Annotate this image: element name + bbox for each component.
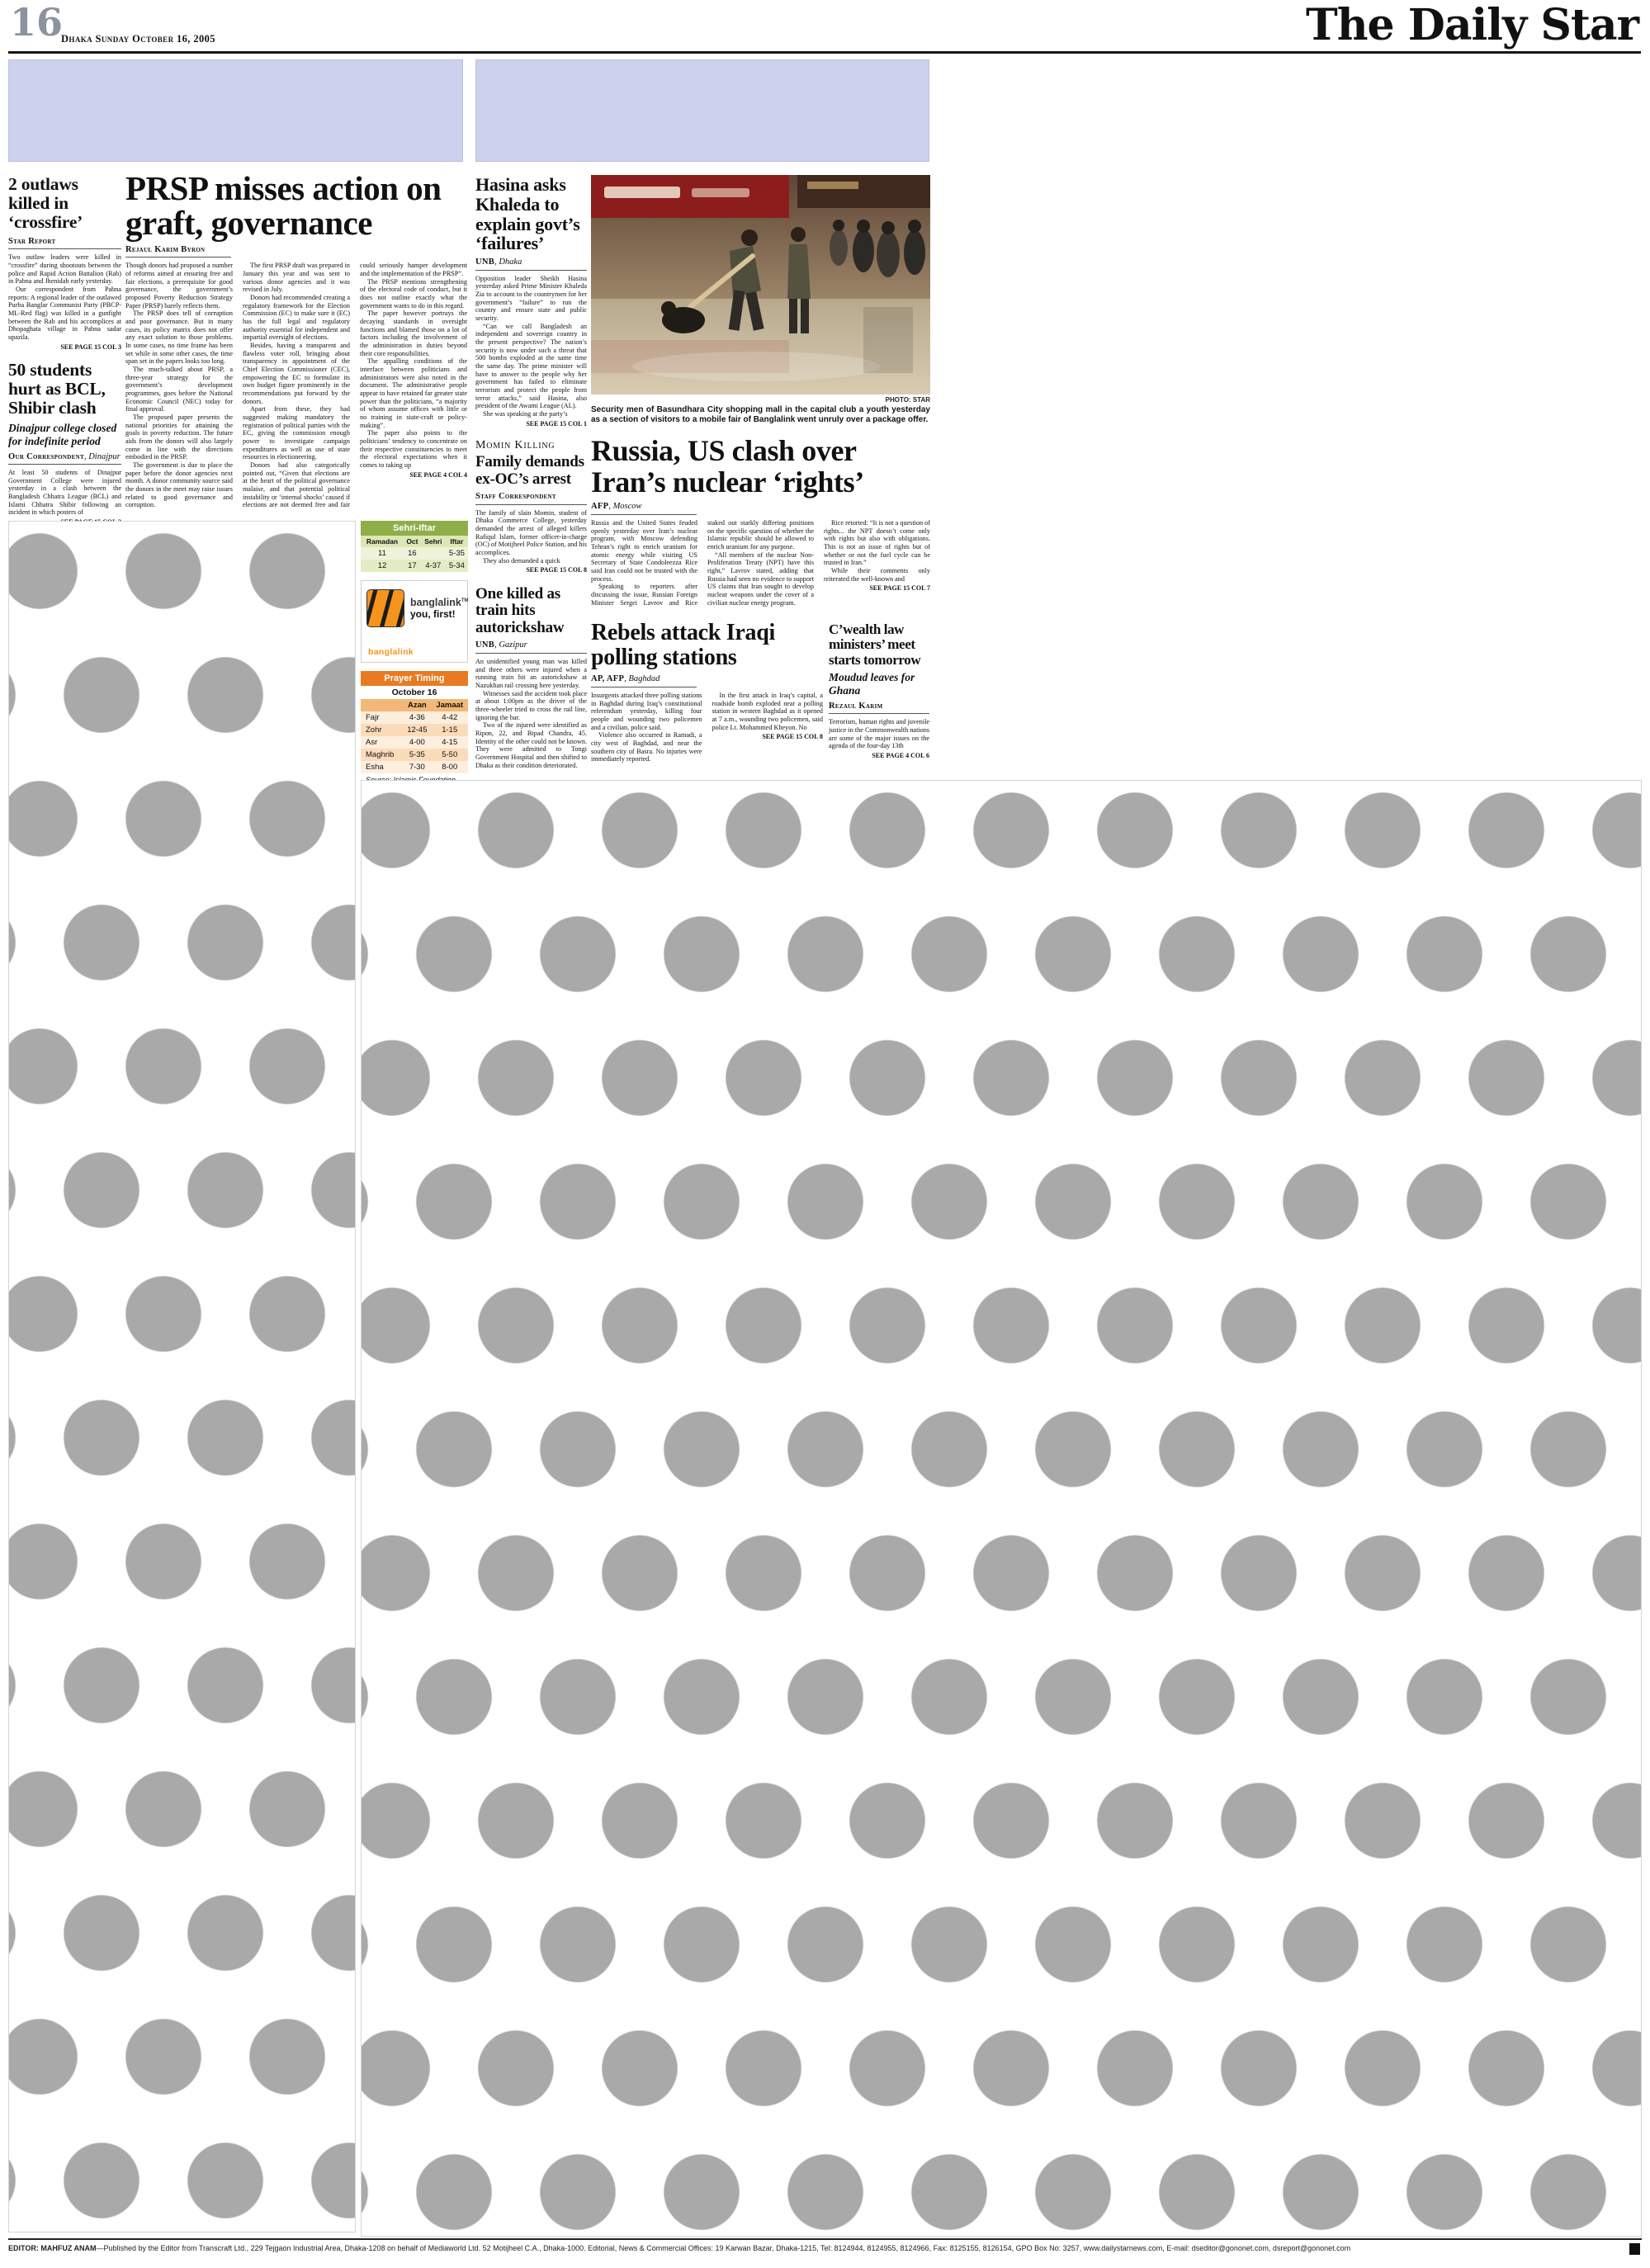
byline — [591, 502, 697, 515]
jump-line: SEE PAGE 15 COL 3 — [60, 343, 121, 351]
article-momin-killing — [475, 439, 587, 574]
article-body — [8, 253, 121, 351]
paragraph: The family of slain Momin, student of Dhaka Commerce College, yesterday demanded the arrest of alleged killers Rafiqul Islam, former officer-in-charge (OC) of Motijheel Police Station, and his accomplices. — [475, 508, 587, 557]
byline-location: , Moscow — [608, 502, 642, 512]
table-cell: 17 — [404, 560, 421, 572]
table-cell: 16 — [404, 547, 421, 560]
paragraph: Two of the injured were identified as Ripon, 22, and Bipad Chandra, 45. Identity of the other could not be known. They were admitted to Tongi Government Hospital and then shifted to Dhaka as their condition deteriorated. — [475, 721, 587, 769]
table-cell: 11 — [361, 547, 404, 560]
paragraph: The government is due to place the paper before the donor agencies next month. A donor community source said the donors in the meet may raise issues related to good governance and corruption. — [125, 461, 233, 509]
table-cell: Zohr — [361, 724, 403, 736]
table-cell: Esha — [361, 761, 403, 773]
table-cell: 5-34 — [446, 560, 468, 572]
article-train-autorickshaw — [475, 586, 587, 770]
banglalink-brand-word: banglalink — [410, 597, 461, 608]
left-column — [8, 175, 121, 527]
article-body — [475, 658, 587, 769]
paragraph: The paper however portrays the decaying standards in oversight functions and blamed those on a lot of factors including the involvement of the administration in duties beyond their core responsibilities. — [360, 309, 467, 357]
paragraph: While their comments only reiterated the well-known and — [824, 566, 930, 583]
byline-name: Star Report — [8, 236, 56, 246]
info-column — [361, 521, 468, 787]
paragraph: The paper also points to the politicians’ tendency to concentrate on their respective constituencies to meet the electoral expectations when it comes to taking up — [360, 429, 467, 469]
article-students-clash — [8, 361, 121, 527]
headline: Russia, US clash over Iran’s nuclear ‘rights’ — [591, 434, 864, 499]
paragraph: Speaking to reporters after discussing the issue, Russian Foreign Minister Sergei Lavrov and Rice staked out starkly differing positions on the specific question of whether the Islamic republic should be allowed to enrich uranium for any purpose. — [591, 518, 814, 607]
sehri-iftar-title: Sehri-Iftar — [361, 521, 468, 536]
paragraph: Terrorism, human rights and juvenile justice in the Commonwealth nations are some of the major issues on the agenda of the four-day 13th — [829, 718, 929, 750]
banglalink-ad-row — [366, 589, 469, 627]
byline-name: Our Correspondent — [8, 451, 84, 461]
paragraph: They also demanded a quick — [483, 556, 560, 565]
article-body — [125, 262, 467, 511]
banglalink-tiger-logo-icon — [366, 589, 404, 627]
table-row — [361, 761, 468, 773]
table-cell: 12 — [361, 560, 404, 572]
table-row — [361, 724, 468, 736]
byline-name: AP, AFP — [591, 674, 625, 684]
jump-line: SEE PAGE 4 COL 4 — [409, 470, 467, 479]
jump-line: SEE PAGE 4 COL 6 — [872, 752, 929, 760]
paragraph: Insurgents attacked three polling stations in Baghdad during Iraq’s constitutional referendum yesterday, killing four people and wounding two policemen and a civilian, police said. — [591, 692, 702, 731]
paragraph: The first PRSP draft was prepared in January this year and was sent to various donor agencies and it was revised in July. — [243, 262, 350, 294]
header-rule — [8, 51, 1641, 54]
prayer-date-row — [361, 686, 468, 699]
fourth-column — [475, 175, 587, 769]
column-header: Azan — [403, 699, 431, 711]
end-marker — [1629, 2243, 1640, 2255]
table-cell: 5-35 — [403, 749, 431, 761]
article-body — [8, 469, 121, 526]
paragraph: “Can we call Bangladesh an independent and sovereign country in the present perspective? The nation’s security is now under such a threat that 500 bombs exploded at the same time the same day. The prime minister will have to answer to the people why her government has failed to eliminate terrorism and protect the people from terror attacks,” said Hasina, also president of the Awami League (AL). — [475, 322, 587, 410]
jump-line: SEE PAGE 15 COL 8 — [526, 566, 587, 574]
paragraph: Though donors had proposed a number of reforms aimed at ensuring free and fair elections, a prerequisite for good governance, the government’s proposed Poverty Reduction Strategy Paper (PRSP) barely reflects them. — [125, 262, 233, 309]
prayer-timing-rows — [361, 711, 468, 773]
dateline: Dhaka Sunday October 16, 2005 — [61, 33, 215, 45]
sehri-iftar-table — [361, 521, 468, 572]
article-body — [475, 509, 587, 574]
paragraph: Donors had recommended creating a regulatory framework for the Election Commission (EC) to make sure it (EC) has the full legal and regulatory authority essential for independent and impartial oversight of elections. — [243, 293, 350, 342]
footer-rule — [8, 2238, 1642, 2240]
trademark-symbol: TM — [461, 598, 469, 603]
column-header: Ramadan — [361, 536, 404, 547]
paragraph: The PRSP mentions strengthening of the electoral code of conduct, but it does not outline exactly what the government wants to do in this regard. — [360, 277, 467, 309]
paragraph: Our correspondent from Pabna reports: A regional leader of the outlawed Purba Banglar Communist Party (PBCP-ML-Red flag) was killed in a gunfight between the Rab and his accomplices at Dhopaghata village in Pabna sadar upazila. — [8, 285, 121, 341]
paragraph: The proposed paper presents the national priorities for attaining the goals in poverty reduction. The future aids from the donors will also largely come in line with the directions embodied in the PRSP. — [125, 413, 233, 461]
byline — [475, 640, 587, 654]
subheadline: Dinajpur college closed for indefinite period — [8, 421, 117, 447]
table-row — [361, 749, 468, 761]
byline-name: UNB — [475, 258, 495, 267]
photo-illustration — [591, 175, 930, 395]
byline-name: Rejaul Karim Byron — [125, 244, 206, 254]
prayer-date: October 16 — [361, 686, 468, 699]
paragraph: Opposition leader Sheikh Hasina yesterday asked Prime Minister Khaleda Zia to account to the countrymen for her government’s “failure” to run the country and ensure state and public security. — [475, 274, 587, 322]
paragraph: An unidentified young man was killed and three others were injured when a running train hit an autorickshaw at Nazukhan rail crossing here yesterday. — [475, 657, 587, 689]
table-cell: 12-45 — [403, 724, 431, 736]
article-outlaws-crossfire — [8, 175, 121, 351]
paragraph: She was speaking at the party’s — [483, 409, 568, 418]
table-header-row — [361, 699, 468, 711]
banglalink-text — [410, 597, 469, 620]
byline — [8, 452, 121, 465]
byline — [125, 245, 231, 258]
table-header-row — [361, 536, 468, 547]
paragraph: The much-talked about PRSP, a three-year strategy for the government’s development programmes, goes before the National Economic Council (NEC) today for final approval. — [125, 365, 233, 413]
table-cell: Maghrib — [361, 749, 403, 761]
byline-location: , Dhaka — [494, 258, 522, 267]
paragraph: “All members of the nuclear Non-Proliferation Treaty (NPT) have this right,” Lavrov stated, adding that Russia had seen no evidence to support US claims that Iran sought to develop nuclear weapons under the cover of a civilian nuclear energy program. — [707, 550, 814, 607]
headline: Rebels attack Iraqi polling stations — [591, 620, 775, 671]
headline: PRSP misses action on graft, governance — [125, 169, 442, 242]
table-cell: 8-00 — [431, 761, 468, 773]
photo-credit: PHOTO: STAR — [885, 396, 930, 404]
paragraph: In the first attack in Iraq’s capital, a roadside bomb exploded near a polling station in western Baghdad as it opened at 7 a.m., wounding two policemen, said police Lt. Mohammed Kheyon. No — [712, 692, 823, 731]
ad-dotted-placeholder-left — [8, 521, 356, 2233]
table-cell: 7-30 — [403, 761, 431, 773]
paragraph: Rice retorted: “It is not a question of rights... the NPT doesn’t come only with rights but also with obligations. This is not an issue of rights but of whether or not the fuel cycle can be trusted in Iran.” — [824, 518, 930, 567]
table-cell: 5-50 — [431, 749, 468, 761]
byline-location: , Gazipur — [494, 640, 527, 650]
banglalink-ad — [361, 580, 468, 663]
article-russia-us-iran — [591, 435, 930, 612]
column-header: Oct — [404, 536, 421, 547]
editor-name: EDITOR: MAHFUZ ANAM — [8, 2244, 97, 2252]
imprint-line — [8, 2244, 1642, 2252]
table-cell: 4-15 — [431, 736, 468, 749]
paragraph: The appalling conditions of the interface between politicians and administrators were also noted in the document. The administrative people appear to have retained far greater state power than the politicians, “a majority of whom assume offices with little or no training in state-craft or policy-making”. — [360, 357, 467, 429]
jump-line: SEE PAGE 15 COL 1 — [526, 419, 587, 428]
article-body — [829, 718, 929, 759]
news-photo — [591, 175, 930, 395]
column-header — [361, 699, 403, 711]
photo-block — [591, 175, 930, 425]
banglalink-brand — [410, 597, 469, 608]
byline — [591, 674, 697, 687]
byline-location: , Dinajpur — [83, 451, 121, 461]
headline: Family demands ex-OC’s arrest — [475, 453, 584, 488]
paragraph: At least 50 students of Dinajpur Government College were injured yesterday in a clash between the Bangladesh Chhatra League (BCL) and Islami Chhatra Shibir following an incident in which posters of — [8, 469, 121, 517]
paragraph: Witnesses said the accident took place at about 1:00pm as the driver of the three-wheeler tried to cross the rail line, ignoring the bar. — [475, 689, 587, 721]
kicker: Momin Killing — [475, 439, 556, 452]
page-number: 16 — [10, 0, 64, 45]
byline-name: AFP — [591, 502, 609, 512]
jump-line: SEE PAGE 15 COL 7 — [869, 584, 930, 593]
byline-name: Staff Correspondent — [475, 492, 556, 502]
article-iraq-polling — [591, 621, 823, 768]
column-header: Sehri — [421, 536, 446, 547]
table-row — [361, 736, 468, 749]
table-cell: 4-00 — [403, 736, 431, 749]
headline: One killed as train hits autorickshaw — [475, 584, 565, 636]
column-header: Jamaat — [431, 699, 468, 711]
byline — [8, 237, 121, 250]
headline: 2 outlaws killed in ‘crossfire’ — [8, 174, 83, 233]
article-hasina-khaleda — [475, 175, 587, 428]
paragraph: Violence also occurred in Ramadi, a city west of Baghdad, and near the southern city of Basra. No injuries were immediately reported. — [591, 731, 702, 763]
ad-placeholder-top-right — [475, 59, 929, 162]
article-body — [591, 692, 823, 768]
article-body — [591, 519, 930, 612]
ad-dotted-placeholder-bottom — [361, 780, 1642, 2237]
headline: Hasina asks Khaleda to explain govt’s ‘failures’ — [475, 174, 580, 254]
masthead: The Daily Star — [1306, 0, 1638, 50]
paragraph: Donors had also categorically pointed out, “Given that elections are at the heart of the political governance malaise, and that potential political instability or ‘internal shocks’ caused if elections are not deemed free and fair could seriously hamper development and the implementation of the PRSP”. — [243, 262, 467, 509]
banglalink-slogan: you, first! — [410, 608, 456, 620]
subheadline: Moudud leaves for Ghana — [829, 671, 915, 697]
banglalink-logotype: banglalink — [368, 647, 414, 657]
column-header: Iftar — [446, 536, 468, 547]
byline-location: , Baghdad — [624, 674, 660, 684]
table-cell: 1-15 — [431, 724, 468, 736]
paragraph: Russia and the United States feuded openly yesterday over Iran’s nuclear program, with Moscow defending Tehran’s right to enrich uranium for atomic energy while visiting US Secretary of State Condoleezza Rice said Iran could not be trusted with the process. — [591, 518, 697, 583]
photo-caption: Security men of Basundhara City shopping mall in the capital club a youth yesterday as a section of visitors to a mobile fair of Banglalink went unruly over a package offer. — [591, 405, 930, 425]
byline — [475, 258, 587, 271]
imprint-text: —Published by the Editor from Transcraft Ltd., 229 Tejgaon Industrial Area, Dhaka-1208 on behalf of Mediaworld Ltd. 52 Motijheel C.A., Dhaka-1000. Editorial, News & Commercial Offices: 19 Karwan Bazar, Dhaka-1215, Tel: 8124944, 8124955, 8124966, Fax: 8125155, 8126154, GPO Box No: 3257, www.dailystarnews.com, E-mail: dseditor@gononet.com, dsreport@gononet.com — [96, 2244, 1351, 2252]
table-cell: Fajr — [361, 711, 403, 724]
ad-placeholder-top-left — [8, 59, 463, 162]
byline-name: UNB — [475, 640, 495, 650]
paragraph: The PRSP does tell of corruption and poor governance. But in many cases, its policy matrix does not offer any exact solution to those problems. In some cases, no time frame has been set while in some other cases, the time span set in the papers looks too long. — [125, 309, 233, 366]
article-body — [475, 275, 587, 428]
table-row — [361, 547, 468, 560]
table-cell: 4-37 — [421, 560, 446, 572]
table-cell — [421, 547, 446, 560]
paragraph: Two outlaw leaders were killed in “crossfire” during shootouts between the police and Rapid Action Battalion (Rab) in Pabna and Jhenidah early yesterday. — [8, 253, 121, 286]
byline — [829, 702, 929, 715]
table-row — [361, 711, 468, 724]
sehri-iftar-rows — [361, 547, 468, 572]
byline-name: Rezaul Karim — [829, 701, 883, 711]
table-cell: 4-36 — [403, 711, 431, 724]
table-cell: 5-35 — [446, 547, 468, 560]
prayer-timing-table — [361, 671, 468, 787]
prayer-timing-title: Prayer Timing — [361, 671, 468, 686]
table-cell: 4-42 — [431, 711, 468, 724]
jump-line: SEE PAGE 15 COL 8 — [762, 733, 823, 741]
paragraph: Besides, having a transparent and flawless voter roll, bringing about transparency in appointment of the Chief Election Commissioner (CEC), empowering the EC to formulate its own budget figure prominently in the recommendations put forward by the donors. — [243, 341, 350, 405]
table-cell: Asr — [361, 736, 403, 749]
article-cwealth-ministers — [829, 622, 929, 760]
article-prsp-lead — [125, 169, 467, 511]
byline — [475, 492, 587, 505]
table-row — [361, 560, 468, 572]
paragraph: Apart from these, they had suggested making mandatory the registration of political parties with the EC, giving the commission enough power to investigate campaign expenditures as well as use of state resources in electioneering. — [243, 405, 350, 461]
headline: C’wealth law ministers’ meet starts tomorrow — [829, 621, 921, 668]
headline: 50 students hurt as BCL, Shibir clash — [8, 360, 106, 418]
